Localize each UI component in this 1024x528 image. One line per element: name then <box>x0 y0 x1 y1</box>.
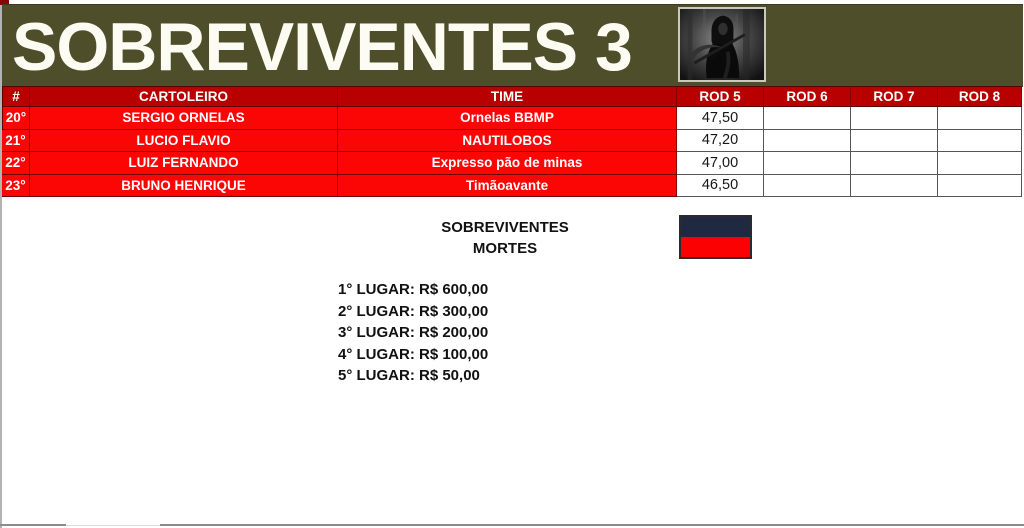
prize-line-5: 5° LUGAR: R$ 50,00 <box>338 367 480 384</box>
title-banner <box>2 4 1023 87</box>
grim-reaper-icon <box>680 9 764 80</box>
cell-rod5[interactable]: 47,00 <box>677 152 764 175</box>
cell-pos[interactable]: 21° <box>2 130 30 153</box>
cell-time[interactable]: NAUTILOBOS <box>338 130 677 153</box>
table-body <box>2 107 1022 197</box>
prize-list <box>338 279 488 387</box>
legend-swatch <box>679 215 752 259</box>
cell-rod6[interactable] <box>764 107 851 130</box>
cell-rod8[interactable] <box>938 130 1022 153</box>
cell-time[interactable]: Ornelas BBMP <box>338 107 677 130</box>
column-header-rod7[interactable]: ROD 7 <box>851 86 938 107</box>
cell-pos[interactable]: 22° <box>2 152 30 175</box>
cell-pos[interactable]: 23° <box>2 175 30 198</box>
cell-rod7[interactable] <box>851 175 938 198</box>
bottom-edge-gap <box>66 525 160 526</box>
cell-cartoleiro[interactable]: SERGIO ORNELAS <box>30 107 338 130</box>
cell-time[interactable]: Timãoavante <box>338 175 677 198</box>
cell-rod8[interactable] <box>938 175 1022 198</box>
cell-rod5[interactable]: 47,20 <box>677 130 764 153</box>
cell-rod8[interactable] <box>938 152 1022 175</box>
legend-label-sobreviventes: SOBREVIVENTES <box>441 219 569 236</box>
column-header-cartoleiro[interactable]: CARTOLEIRO <box>30 86 338 107</box>
cell-rod6[interactable] <box>764 152 851 175</box>
cell-rod8[interactable] <box>938 107 1022 130</box>
column-header-pos[interactable]: # <box>2 86 30 107</box>
cell-rod6[interactable] <box>764 175 851 198</box>
cell-rod6[interactable] <box>764 130 851 153</box>
cell-rod5[interactable]: 47,50 <box>677 107 764 130</box>
bottom-edge-right <box>160 524 1024 526</box>
cell-cartoleiro[interactable]: BRUNO HENRIQUE <box>30 175 338 198</box>
grim-reaper-image <box>678 7 766 82</box>
column-header-rod6[interactable]: ROD 6 <box>764 86 851 107</box>
legend-swatch-deaths <box>681 237 750 257</box>
cell-rod5[interactable]: 46,50 <box>677 175 764 198</box>
legend-swatch-survivors <box>681 217 750 237</box>
prize-line-2: 2° LUGAR: R$ 300,00 <box>338 302 489 320</box>
column-header-rod8[interactable]: ROD 8 <box>938 86 1022 107</box>
legend-label-mortes: MORTES <box>472 240 538 257</box>
cell-cartoleiro[interactable]: LUIZ FERNANDO <box>30 152 338 175</box>
cell-rod7[interactable] <box>851 130 938 153</box>
page-title: SOBREVIVENTES 3 <box>12 9 632 85</box>
column-header-time[interactable]: TIME <box>338 86 677 107</box>
prize-line-1: 1° LUGAR: R$ 600,00 <box>338 281 489 298</box>
prize-line-4: 4° LUGAR: R$ 100,00 <box>338 345 489 363</box>
cell-pos[interactable]: 20° <box>2 107 30 130</box>
cell-cartoleiro[interactable]: LUCIO FLAVIO <box>30 130 338 153</box>
cell-time[interactable]: Expresso pão de minas <box>338 152 677 175</box>
column-header-rod5[interactable]: ROD 5 <box>677 86 764 107</box>
table-header-row <box>2 86 1022 107</box>
prize-line-3: 3° LUGAR: R$ 200,00 <box>338 324 489 341</box>
bottom-edge-left <box>0 524 66 526</box>
legend-labels <box>350 217 660 259</box>
cell-rod7[interactable] <box>851 107 938 130</box>
cell-rod7[interactable] <box>851 152 938 175</box>
